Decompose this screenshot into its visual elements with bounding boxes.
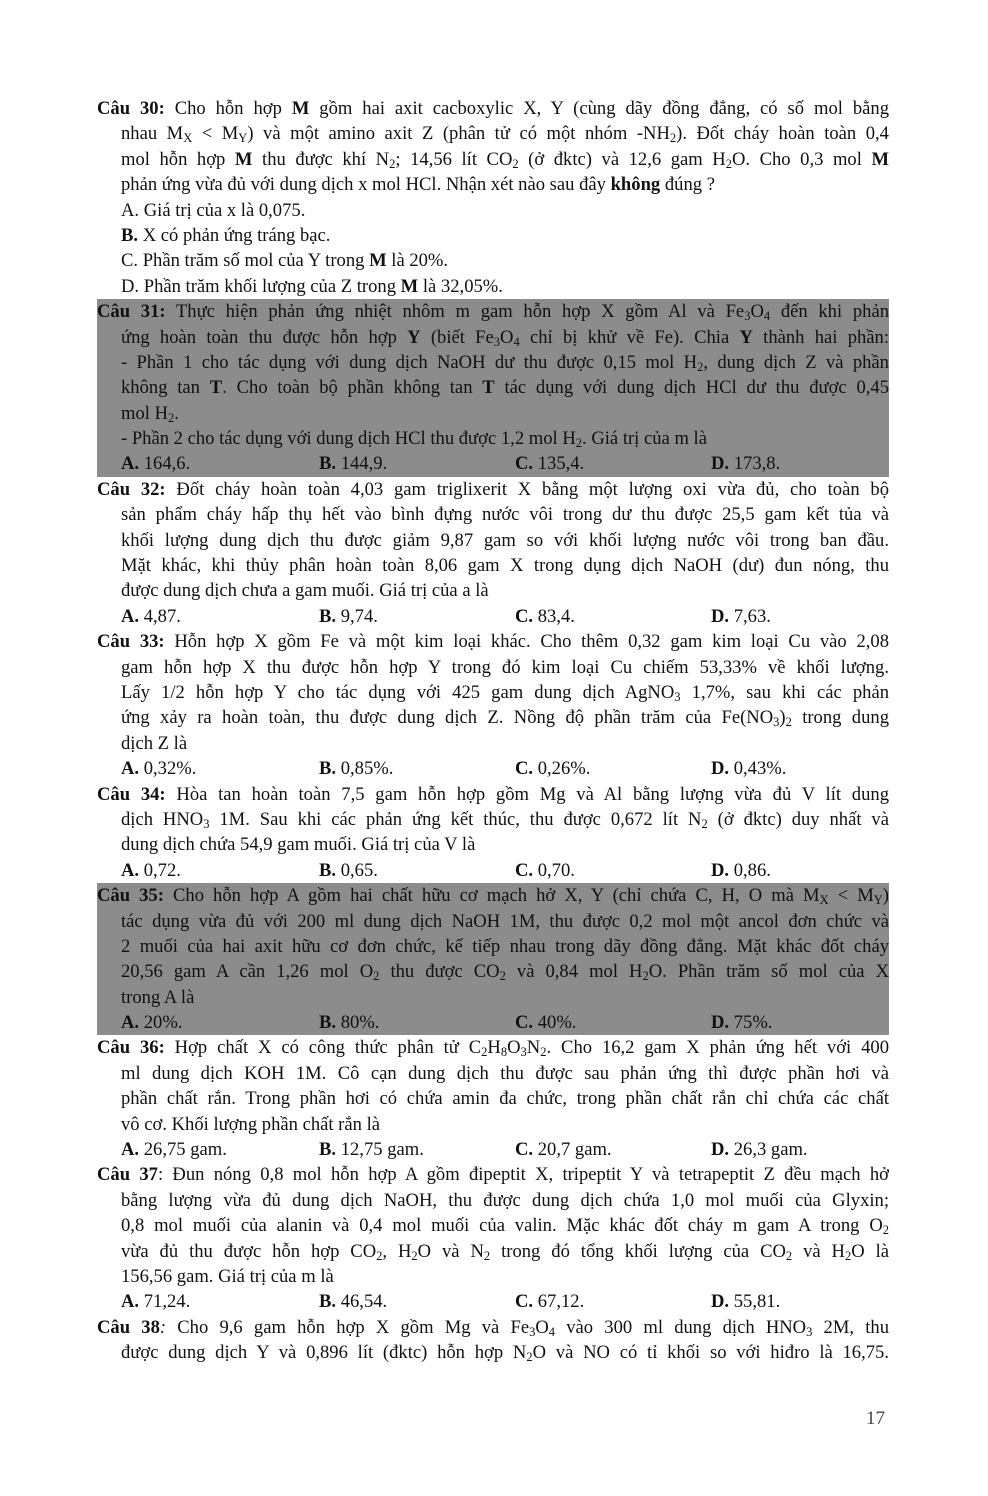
question-line: - Phần 2 cho tác dụng với dung dịch HCl thu được 1,2 mol $H_2$. Giá trị của m là [121,428,707,451]
question-line: ứng hoàn toàn thu được hỗn hợp Y (biết $Fe_3O_4$ chỉ bị khử về Fe). Chia Y thành hai phần: [121,326,889,349]
answer-option-b: B. 9,74. [319,605,378,627]
question-line: ứng xảy ra hoàn toàn, thu được dung dịch Z. Nồng độ phần trăm của $Fe(NO_3)_2$ trong dung [121,707,889,730]
question-line: - Phần 1 cho tác dụng với dung dịch NaOH dư thu được 0,15 mol $H_2$, dung dịch Z và phần [121,351,889,374]
answer-option-c: C. 0,70. [515,859,575,881]
question-line: Câu 32: Đốt cháy hoàn toàn 4,03 gam triglixerit X bằng một lượng oxi vừa đủ, cho toàn bộ [97,478,889,500]
question-line: mol $H_2$. [121,402,179,425]
answer-option-a: A. 164,6. [121,453,191,475]
answer-option-b: B. 144,9. [319,453,388,475]
answer-option-a: A. 0,32%. [121,758,197,780]
answer-option-b: B. 46,54. [319,1291,388,1313]
answer-option-b: B. 0,65. [319,859,378,881]
answer-options [97,1010,889,1035]
question-line: được dung dịch chưa a gam muối. Giá trị của a là [121,580,489,602]
answer-options [97,756,889,781]
question-line: tác dụng vừa đủ với 200 ml dung dịch NaOH 1M, thu được 0,2 mol một ancol đơn chức và [121,910,889,932]
answer-option-d: D. 7,63. [711,605,771,627]
answer-options [97,858,889,883]
question-31 [97,299,889,477]
question-36 [97,1035,889,1162]
question-line: được dung dịch Y và 0,896 lít (đktc) hỗn hợp $N_2O$ và NO có tỉ khối so với hiđro là 16,75. [121,1342,889,1365]
answer-option-a: A. 20%. [121,1012,183,1034]
answer-options [97,1137,889,1162]
question-line: mol hỗn hợp M thu được khí $N_2$; 14,56 lít $CO_2$ (ở đktc) và 12,6 gam $H_2O$. Cho 0,3 mol M [121,148,889,171]
answer-option-d: D. 0,86. [711,859,771,881]
question-line: không tan T. Cho toàn bộ phần không tan T tác dụng với dung dịch HCl dư thu được 0,45 [121,377,889,399]
question-line: vô cơ. Khối lượng phần chất rắn là [121,1113,380,1135]
exam-page [97,96,889,1366]
question-line: dung dịch chứa 54,9 gam muối. Giá trị của V là [121,834,476,856]
question-line: dịch Z là [121,732,188,754]
question-line: Câu 31: Thực hiện phản ứng nhiệt nhôm m gam hỗn hợp X gồm Al và $Fe_3O_4$ đến khi phản [97,301,889,324]
answer-option-b: B. X có phản ứng tráng bạc. [121,224,331,246]
answer-option-c: C. 20,7 gam. [515,1139,612,1161]
question-line: Mặt khác, khi thủy phân hoàn toàn 8,06 gam X trong dụng dịch NaOH (dư) đun nóng, thu [121,555,889,577]
answer-option-d: D. 173,8. [711,453,781,475]
question-line: sản phẩm cháy hấp thụ hết vào bình đựng nước vôi trong dư thu được 25,5 gam kết tủa và [121,504,889,526]
answer-option-d: D. 55,81. [711,1291,781,1313]
answer-option-c: C. 135,4. [515,453,585,475]
question-line: Lấy 1/2 hỗn hợp Y cho tác dụng với 425 gam dung dịch AgNO$_3$ 1,7%, sau khi các phản [121,681,889,704]
question-line: Câu 38: Cho 9,6 gam hỗn hợp X gồm Mg và $Fe_3O_4$ vào 300 ml dung dịch $HNO_3$ 2M, thu [97,1316,889,1339]
answer-option-c: C. 0,26%. [515,758,591,780]
question-line: gam hỗn hợp X thu được hỗn hợp Y trong đó kim loại Cu chiếm 53,33% về khối lượng. [121,656,889,678]
question-line: dịch $HNO_3$ 1M. Sau khi các phản ứng kết thúc, thu được 0,672 lít $N_2$ (ở đktc) duy nhất và [121,808,889,831]
question-30 [97,96,889,299]
answer-options [97,1289,889,1314]
answer-options [97,451,889,476]
answer-option-b: B. 80%. [319,1012,380,1034]
question-38 [97,1315,889,1366]
answer-option-d: D. 75%. [711,1012,773,1034]
question-line: 20,56 gam A cần 1,26 mol $O_2$ thu được $CO_2$ và 0,84 mol $H_2O$. Phần trăm số mol của X [121,961,889,984]
answer-option-b: B. 12,75 gam. [319,1139,424,1161]
question-line: trong A là [121,986,195,1008]
question-32 [97,477,889,629]
answer-option-c: C. Phần trăm số mol của Y trong M là 20%. [121,250,449,272]
question-line: bằng lượng vừa đủ dung dịch NaOH, thu được dung dịch chứa 1,0 mol muối của Glyxin; [121,1189,889,1211]
question-line: 156,56 gam. Giá trị của m là [121,1265,334,1287]
question-line: khối lượng dung dịch thu được giảm 9,87 gam so với khối lượng nước vôi trong ban đầu. [121,529,889,551]
question-line: Câu 34: Hòa tan hoàn toàn 7,5 gam hỗn hợp gồm Mg và Al bằng lượng vừa đủ V lít dung [97,783,889,805]
question-line: vừa đủ thu được hỗn hợp $CO_2$, $H_2O$ và $N_2$ trong đó tổng khối lượng của $CO_2$ và $H_2O$ là [121,1240,889,1263]
question-line: Câu 36: Hợp chất X có công thức phân tử $C_2H_8O_3N_2$. Cho 16,2 gam X phản ứng hết với 400 [97,1037,889,1060]
question-line: phần chất rắn. Trong phần hơi có chứa amin đa chức, trong phần chất rắn chỉ chứa các chất [121,1088,889,1110]
answer-option-c: C. 40%. [515,1012,577,1034]
question-line: Câu 35: Cho hỗn hợp A gồm hai chất hữu cơ mạch hở X, Y (chỉ chứa C, H, O mà $M_X < M_Y$) [97,885,889,908]
question-line: Câu 30: Cho hỗn hợp M gồm hai axit cacboxylic X, Y (cùng dãy đồng đẳng, có số mol bằng [97,98,889,119]
question-line: ml dung dịch KOH 1M. Cô cạn dung dịch thu được sau phản ứng thì được phần hơi và [121,1062,889,1084]
answer-option-a: A. 26,75 gam. [121,1139,227,1161]
answer-option-d: D. 0,43%. [711,758,787,780]
answer-option-a: A. Giá trị của x là 0,075. [121,199,306,221]
question-line: 0,8 mol muối của alanin và 0,4 mol muối của valin. Mặc khác đốt cháy m gam A trong $O_2$ [121,1215,889,1238]
answer-option-a: A. 4,87. [121,605,181,627]
question-33 [97,629,889,781]
answer-option-c: C. 67,12. [515,1291,585,1313]
question-line: phản ứng vừa đủ với dung dịch x mol HCl. Nhận xét nào sau đây không đúng ? [121,174,715,196]
question-line: Câu 33: Hỗn hợp X gồm Fe và một kim loại khác. Cho thêm 0,32 gam kim loại Cu vào 2,08 [97,631,889,653]
question-line: nhau $M_X < M_Y$) và một amino axit Z (phân tử có một nhóm $-NH_2$). Đốt cháy hoàn toàn 0,4 [121,123,889,146]
question-34 [97,782,889,884]
answer-option-b: B. 0,85%. [319,758,394,780]
question-line: 2 muối của hai axit hữu cơ đơn chức, kế tiếp nhau trong dãy đồng đẳng. Mặt khác đốt cháy [121,935,889,957]
answer-option-d: D. Phần trăm khối lượng của Z trong M là 32,05%. [121,275,503,297]
question-35 [97,883,889,1035]
question-37 [97,1162,889,1314]
answer-option-d: D. 26,3 gam. [711,1139,808,1161]
page-number: 17 [866,1408,885,1429]
question-line: Câu 37: Đun nóng 0,8 mol hỗn hợp A gồm đipeptit X, tripeptit Y và tetrapeptit Z đều mạch hở [97,1164,889,1186]
answer-option-a: A. 0,72. [121,859,181,881]
answer-option-c: C. 83,4. [515,605,575,627]
answer-options [97,604,889,629]
answer-option-a: A. 71,24. [121,1291,191,1313]
